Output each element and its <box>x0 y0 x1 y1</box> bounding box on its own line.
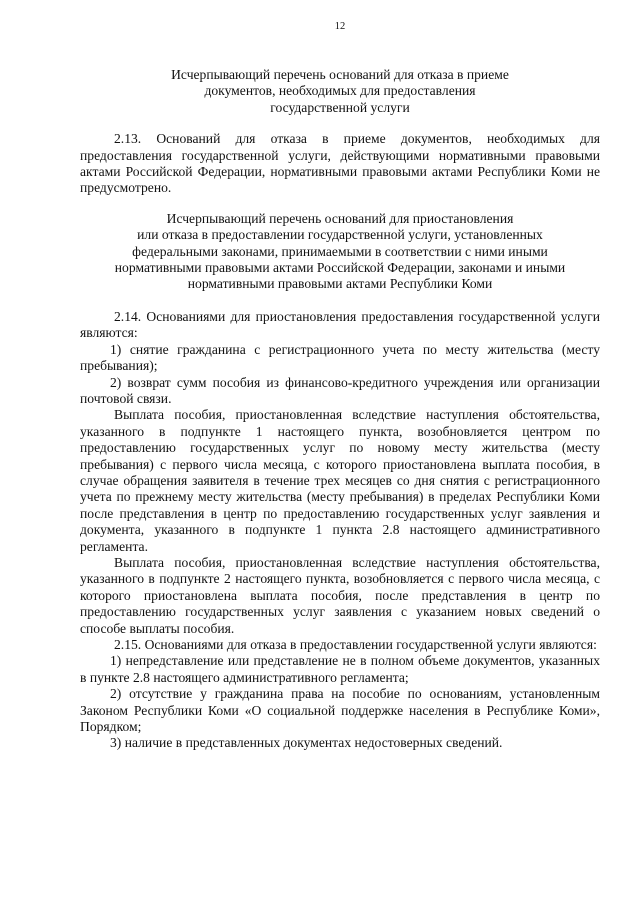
page-number: 12 <box>334 21 346 32</box>
heading-line: нормативными правовыми актами Российской Федерации, законами и иными <box>114 260 566 276</box>
list-item: 2) возврат сумм пособия из финансово-кредитного учреждения или организации почтовой связи. <box>80 374 600 406</box>
heading-line: нормативными правовыми актами Республики Коми <box>187 276 493 292</box>
heading-line: федеральными законами, принимаемыми в соответствии с ними иными <box>132 243 548 259</box>
paragraph-2-15: 2.15. Основаниями для отказа в предоставлении государственной услуги являются: <box>114 637 597 652</box>
heading-line: или отказа в предоставлении государственной услуги, установленных <box>137 227 543 243</box>
heading-line: Исчерпывающий перечень оснований для отказа в приеме <box>171 67 509 82</box>
list-item: 1) снятие гражданина с регистрационного учета по месту жительства (месту пребывания); <box>80 341 600 374</box>
list-item: 1) непредставление или представление не в полном объеме документов, указанных в пункте 2.8 настоящего административного регламента; <box>80 653 600 685</box>
list-item: 3) наличие в представленных документах недостоверных сведений. <box>110 735 503 751</box>
paragraph-2-13: 2.13. Оснований для отказа в приеме документов, необходимых для предоставления государственной услуги, действующими нормативными правовыми актами Российской Федерации, нормативными правовыми актами Республики Коми не предусмотрено. <box>80 131 600 196</box>
heading-line: Исчерпывающий перечень оснований для приостановления <box>166 210 514 226</box>
heading-line: государственной услуги <box>270 99 410 115</box>
paragraph-2-14: 2.14. Основаниями для приостановления предоставления государственной услуги являются: <box>80 308 600 341</box>
section-heading-refusal-acceptance <box>80 67 600 116</box>
paragraph-resume-payment-2: Выплата пособия, приостановленная вследствие наступления обстоятельства, указанного в подпункте 2 настоящего пункта, возобновляется с первого числа месяца, с которого приостановлена выплата пособия, после представления в центр по предоставлению государственных услуг заявления с указанием новых сведений о способе выплаты пособия. <box>80 554 600 636</box>
heading-line: документов, необходимых для предоставления <box>204 83 476 99</box>
paragraph-resume-payment-1: Выплата пособия, приостановленная вследствие наступления обстоятельства, указанного в подпункте 1 настоящего пункта, возобновляется центром по предоставлению государственных услуг по новому месту жительства (месту пребывания) с первого числа месяца, с которого приостановлена выплата пособия, в случае обращения заявителя в течение трех месяцев со дня снятия с регистрационного учета по прежнему месту жительства (месту пребывания) в пределах Республики Коми после представления в центр по предоставлению государственных услуг заявления и документа, указанного в подпункте 1 пункта 2.8 настоящего административного регламента. <box>80 407 600 554</box>
list-item: 2) отсутствие у гражданина права на пособие по основаниям, установленным Законом Республики Коми «О социальной поддержке населения в Республике Коми», Порядком; <box>80 686 600 735</box>
section-heading-suspension-refusal <box>80 211 600 293</box>
